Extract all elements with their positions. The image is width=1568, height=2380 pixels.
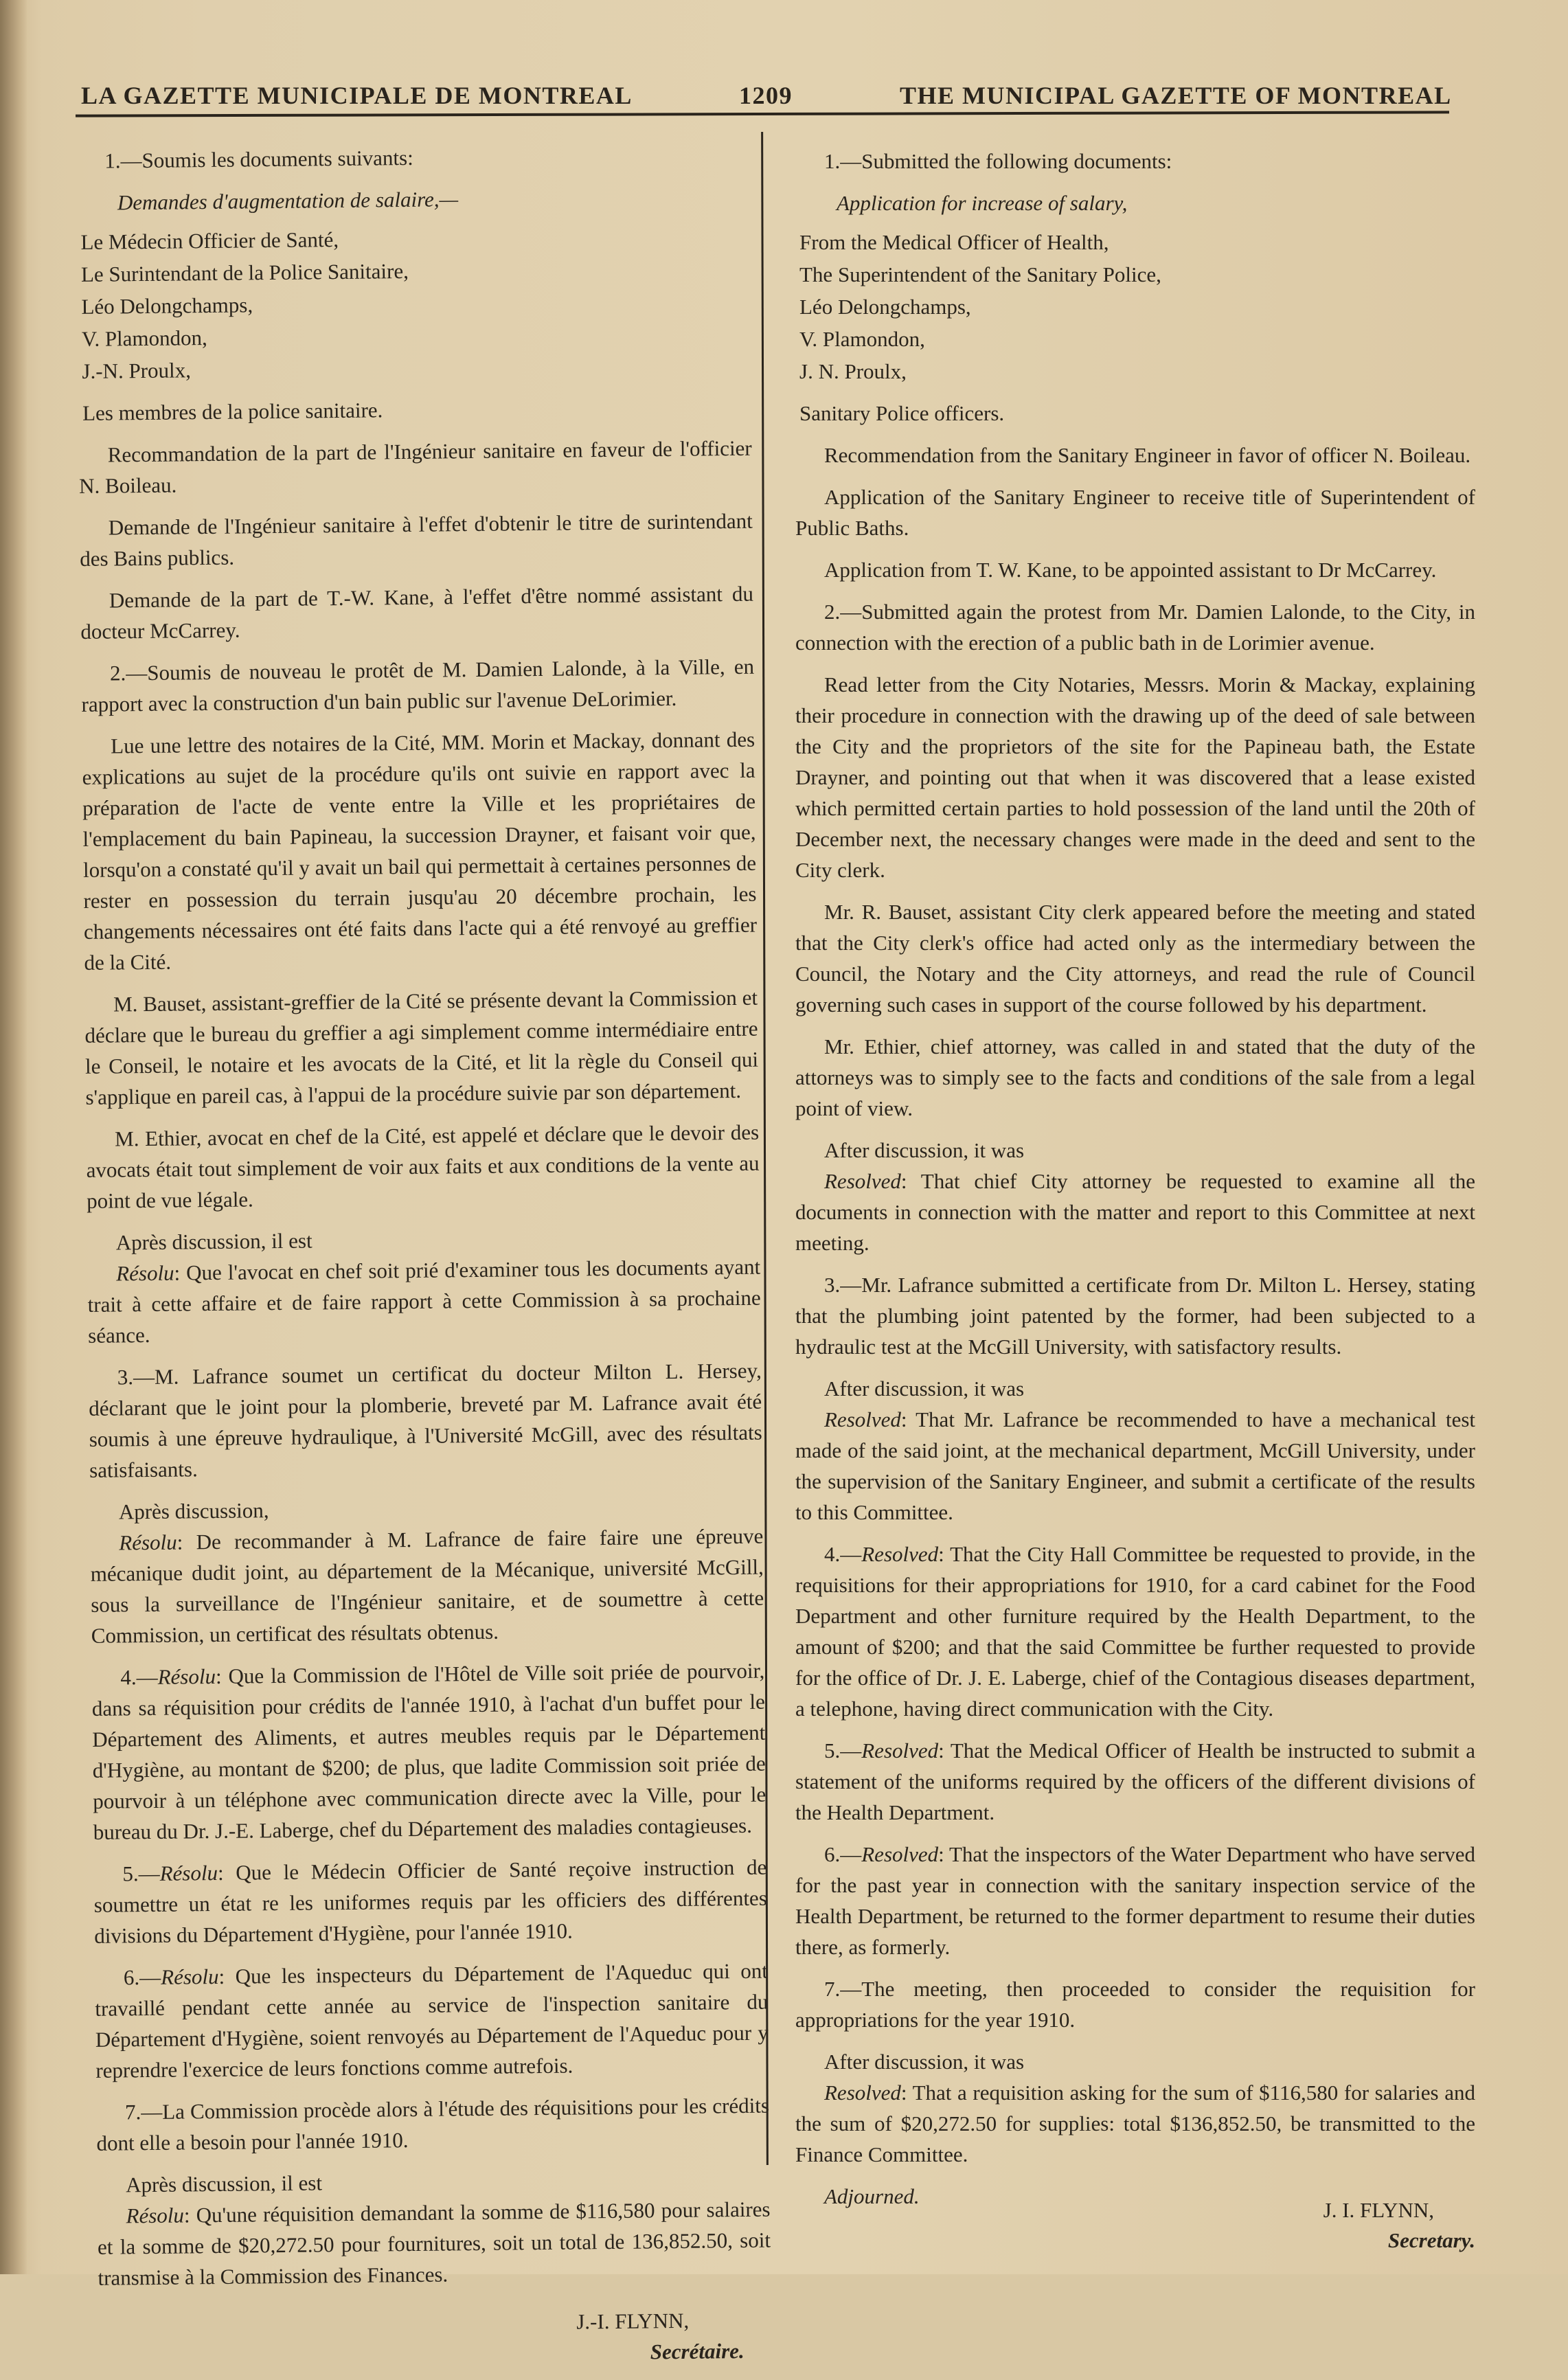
header-english-title: THE MUNICIPAL GAZETTE OF MONTREAL — [900, 82, 1452, 109]
fr-item-5 — [93, 1852, 767, 1951]
en-item-1: 1.—Submitted the following documents: — [824, 149, 1172, 173]
fr-item-7: 7.—La Commission procède alors à l'étude des réquisitions pour les crédits dont elle a besoin pour l'année 1910. — [96, 2093, 770, 2155]
en-bauset: Mr. R. Bauset, assistant City clerk appeared before the meeting and stated that the City clerk's office had acted only as the intermediary between the Council, the Notary and the City attorneys, and read the rule of Council governing such cases in support of the course followed by his department. — [795, 900, 1475, 1017]
binding-shadow — [0, 0, 27, 2274]
fr-signature — [98, 2298, 772, 2380]
en-list-item: The Superintendent of the Sanitary Police, — [799, 262, 1161, 286]
fr-membres: Les membres de la police sanitaire. — [82, 398, 383, 425]
en-item-4 — [795, 1539, 1475, 1724]
en-item-5-text: : That the Medical Officer of Health be instructed to submit a statement of the uniforms required by the officers of the different divisions of the Health Department. — [795, 1738, 1475, 1824]
en-item-4-text: : That the City Hall Committee be requested to provide, in the requisitions for their appropriations for 1910, for a card cabinet for the Food Department and other furniture required by the Health Department, to the amount of $200; and that the said Committee be further requested to provide for the office of Dr. J. E. Laberge, chief of the Contagious diseases department, a telephone, having direct communication with the City. — [795, 1542, 1475, 1721]
fr-demande-2: Demande de la part de T.-W. Kane, à l'effet d'être nommé assistant du docteur McCarrey. — [80, 581, 754, 644]
fr-list-item: Le Médecin Officier de Santé, — [80, 227, 339, 254]
resolved-label: Resolved — [861, 1842, 939, 1866]
en-after-1: After discussion, it was — [824, 1138, 1025, 1162]
fr-apres-2: Après discussion, — [118, 1498, 269, 1524]
en-list-item: J. N. Proulx, — [799, 359, 907, 383]
fr-signature-name: J.-I. FLYNN, — [576, 2308, 690, 2334]
fr-list-item: Léo Delongchamps, — [81, 293, 253, 319]
resolved-label: Resolved — [861, 1542, 939, 1566]
item-number: 6.— — [824, 1842, 862, 1866]
item-number: 6.— — [123, 1964, 161, 1990]
fr-item-4 — [91, 1655, 766, 1848]
fr-item-2: 2.—Soumis de nouveau le protêt de M. Damien Lalonde, à la Ville, en rapport avec la construction d'un bain public sur l'avenue DeLorimier. — [81, 654, 755, 716]
item-number: 4.— — [120, 1664, 158, 1690]
fr-apres-1: Après discussion, il est — [115, 1228, 313, 1255]
fr-ethier: M. Ethier, avocat en chef de la Cité, est appelé et déclare que le devoir des avocats était tout simplement de voir aux faits et aux conditions de la vente au point de vue légale. — [86, 1120, 760, 1213]
fr-item-4-text: : Que la Commission de l'Hôtel de Ville soit priée de pourvoir, dans sa réquisition pour crédits de l'année 1910, à l'achat d'un buffet pour le Département des Aliments, et autres meubles requis par le Département d'Hygiène, au montant de $200; de plus, que ladite Commission soit priée de pourvoir à un téléphone avec communication directe avec la Ville, pour le bureau du Dr. J.-E. Laberge, chef du Département des maladies contagieuses. — [91, 1658, 766, 1844]
en-item-3: 3.—Mr. Lafrance submitted a certificate from Dr. Milton L. Hersey, stating that the plumbing joint patented by the former, had been subjected to a hydraulic test at the McGill University, with satisfactory results. — [795, 1273, 1475, 1359]
item-number: 5.— — [122, 1861, 160, 1886]
en-resolved-3-text: : That a requisition asking for the sum of $116,580 for salaries and the sum of $20,272.50 for supplies: total $136,852.50, be transmitted to the Finance Committee. — [795, 2081, 1475, 2166]
resolved-label: Resolved — [861, 1738, 939, 1763]
fr-list-item: J.-N. Proulx, — [82, 358, 192, 383]
fr-signature-title: Secrétaire. — [650, 2338, 745, 2364]
fr-item-5-text: : Que le Médecin Officier de Santé reçoive instruction de soumettre un état re les uniformes requis par les officiers des différentes divisions du Département d'Hygiène, pour l'année 1910. — [93, 1855, 767, 1948]
en-officers: Sanitary Police officers. — [799, 401, 1005, 425]
resolu-label: Résolu — [159, 1860, 218, 1885]
en-resolved-2 — [795, 1404, 1475, 1528]
fr-item-6-text: : Que les inspecteurs du Département de l'Aqueduc qui ont travaillé pendant cette année au service de l'inspection sanitaire du Département d'Hygiène, soient renvoyés au Département de l'Aqueduc pour y reprendre l'exercice de leurs fonctions comme autrefois. — [95, 1958, 769, 2083]
en-item-7: 7.—The meeting, then proceeded to consider the requisition for appropriations for the year 1910. — [795, 1977, 1475, 2032]
fr-apres-3: Après discussion, il est — [125, 2171, 323, 2197]
fr-resolu-2-text: : De recommander à M. Lafrance de faire faire une épreuve mécanique dudit joint, au département de la Mécanique, université McGill, sous la surveillance de l'Ingénieur sanitaire, et de soumettre à cette Commission, un certificat des résultats obtenus. — [90, 1523, 764, 1648]
header-french-title: LA GAZETTE MUNICIPALE DE MONTREAL — [81, 82, 633, 109]
en-item-6-text: : That the inspectors of the Water Department who have served for the past year in connection with the sanitary inspection service of the Health Department, be returned to the former department to resume their duties there, as formerly. — [795, 1842, 1475, 1959]
english-column — [795, 146, 1475, 2256]
adjourned-label: Adjourned. — [824, 2184, 920, 2208]
fr-resolu-3-text: : Qu'une réquisition demandant la somme de $116,580 pour salaires et la somme de $20,272.50 pour fournitures, soit un total de 136,852.50, soit transmise à la Commission des Finances. — [97, 2197, 771, 2290]
resolved-label: Resolved — [824, 1169, 901, 1193]
en-after-2: After discussion, it was — [824, 1376, 1025, 1401]
french-column — [76, 139, 772, 2380]
en-list-item: Léo Delongchamps, — [799, 295, 971, 319]
fr-item-1: 1.—Soumis les documents suivants: — [104, 145, 413, 173]
fr-bauset: M. Bauset, assistant-greffier de la Cité se présente devant la Commission et déclare que le bureau du greffier a agi simplement comme intermédiaire entre le Conseil, le notaire et les avocats de la Cité, et lit la règle du Conseil qui s'applique en pareil cas, à l'appui de la procédure suivie par son département. — [84, 985, 759, 1109]
en-signature — [795, 2181, 1475, 2256]
page-number: 1209 — [739, 82, 793, 109]
fr-item-6 — [95, 1956, 769, 2086]
fr-resolu-1-text: : Que l'avocat en chef soit prié d'examiner tous les documents ayant trait à cette affaire et de faire rapport à cette Commission à sa prochaine séance. — [87, 1254, 761, 1348]
fr-item-3: 3.—M. Lafrance soumet un certificat du docteur Milton L. Hersey, déclarant que le joint pour la plomberie, breveté par M. Lafrance avait été soumis à une épreuve hydraulique, à l'Université McGill, avec des résultats satisfaisants. — [89, 1358, 762, 1482]
en-item-5 — [795, 1735, 1475, 1828]
item-number: 4.— — [824, 1542, 862, 1566]
fr-recommandation: Recommandation de la part de l'Ingénieur sanitaire en faveur de l'officier N. Boileau. — [79, 435, 752, 498]
fr-resolu-1 — [87, 1251, 761, 1351]
item-number: 5.— — [824, 1738, 862, 1763]
en-after-3: After discussion, it was — [824, 2050, 1025, 2074]
en-signature-title: Secretary. — [1387, 2228, 1475, 2252]
en-item-2: 2.—Submitted again the protest from Mr. Damien Lalonde, to the City, in connection with the erection of a public bath in de Lorimier avenue. — [795, 600, 1475, 655]
en-recommendation: Recommendation from the Sanitary Engineer in favor of officer N. Boileau. — [824, 443, 1471, 467]
en-resolved-1 — [795, 1166, 1475, 1258]
resolu-label: Résolu — [119, 1530, 177, 1555]
en-list-item: From the Medical Officer of Health, — [799, 230, 1109, 254]
fr-resolu-3 — [97, 2194, 771, 2293]
resolu-label: Résolu — [157, 1664, 216, 1689]
resolu-label: Résolu — [116, 1260, 174, 1286]
en-item-6 — [795, 1839, 1475, 1962]
en-resolved-3 — [795, 2077, 1475, 2170]
resolved-label: Resolved — [824, 1407, 901, 1431]
fr-heading-salary: Demandes d'augmentation de salaire,— — [117, 187, 459, 215]
en-application-1: Application of the Sanitary Engineer to receive title of Superintendent of Public Baths. — [795, 485, 1475, 540]
fr-resolu-2 — [90, 1521, 764, 1651]
fr-list-item: V. Plamondon, — [81, 326, 207, 351]
resolu-label: Résolu — [160, 1964, 219, 1989]
resolu-label: Résolu — [126, 2203, 185, 2228]
en-resolved-2-text: : That Mr. Lafrance be recommended to have a mechanical test made of the said joint, at the mechanical department, McGill University, under the supervision of the Sanitary Engineer, and submit a certificate of the results to this Committee. — [795, 1407, 1475, 1524]
fr-list-item: Le Surintendant de la Police Sanitaire, — [80, 258, 409, 286]
en-list-item: V. Plamondon, — [799, 327, 925, 351]
en-ethier: Mr. Ethier, chief attorney, was called in and stated that the duty of the attorneys was to simply see to the facts and conditions of the sale from a legal point of view. — [795, 1034, 1475, 1120]
resolved-label: Resolved — [824, 2081, 901, 2105]
en-signature-name: J. I. FLYNN, — [1323, 2198, 1434, 2222]
en-heading-salary: Application for increase of salary, — [837, 191, 1128, 215]
en-application-2: Application from T. W. Kane, to be appointed assistant to Dr McCarrey. — [824, 558, 1437, 582]
en-resolved-1-text: : That chief City attorney be requested to examine all the documents in connection with the matter and report to this Committee at next meeting. — [795, 1169, 1475, 1255]
fr-lettre: Lue une lettre des notaires de la Cité, MM. Morin et Mackay, donnant des explications au sujet de la procédure qu'ils ont suivie en rapport avec la préparation de l'acte de vente entre la Ville et les propriétaires de l'emplacement du bain Papineau, la succession Drayner, et faisant voir que, lorsqu'on a constaté qu'il y avait un bail qui permettait à certaines personnes de rester en possession du terrain jusqu'au 20 décembre prochain, les changements nécessaires ont été faits dans l'acte qui a été renvoyé au greffier de la Cité. — [82, 727, 758, 975]
en-letter: Read letter from the City Notaries, Messrs. Morin & Mackay, explaining their procedure in connection with the drawing up of the deed of sale between the City and the proprietors of the site for the Papineau bath, the Estate Drayner, and pointing out that when it was discovered that a lease existed which permitted certain parties to hold possession of the land until the 20th of December next, the necessary changes were made in the deed and sent to the City clerk. — [795, 672, 1475, 882]
fr-demande-1: Demande de l'Ingénieur sanitaire à l'effet d'obtenir le titre de surintendant des Bains publics. — [80, 508, 753, 571]
